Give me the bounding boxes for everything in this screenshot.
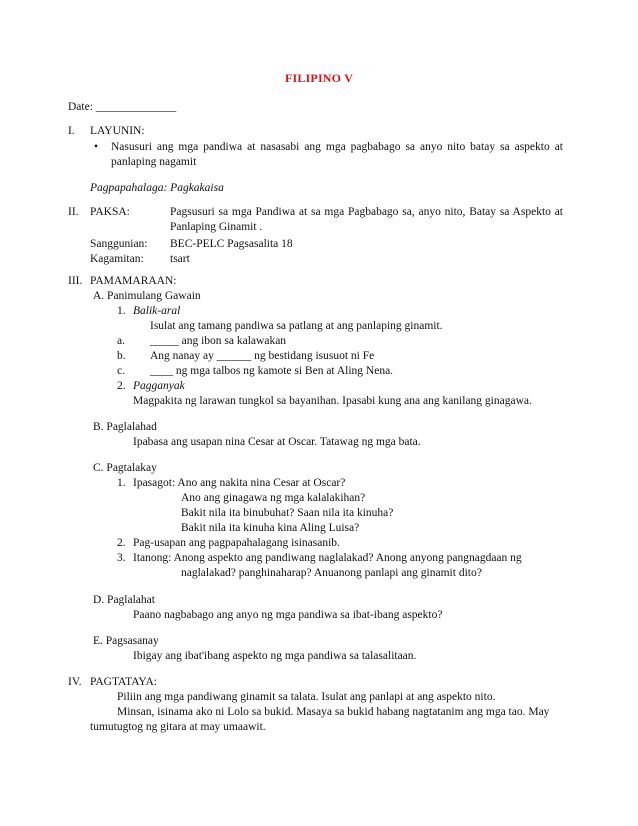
item-c-text: ____ ng mga talbos ng kamote si Ben at Aling Nena. (150, 365, 394, 377)
item-b-text: Ang nanay ay ______ ng bestidang isusuot ni Fe (150, 350, 375, 362)
section-b-text: Ipabasa ang usapan nina Cesar at Oscar. Tatawag ng mga bata. (133, 436, 421, 448)
pagtataya-paragraph-line-2: tumutugtog ng gitara at may umaawit. (90, 721, 266, 733)
c3-number: 3. (117, 552, 126, 564)
item-a-text: _____ ang ibon sa kalawakan (150, 335, 287, 347)
c2-text: Pag-usapan ang pagpapahalagang isinasanib. (133, 537, 340, 549)
pamamaraan-heading: PAMAMARAAN: (90, 275, 177, 287)
a2-number: 2. (117, 380, 126, 392)
section-e-text: Ibigay ang ibat'ibang aspekto ng mga pandiwa sa talasalitaan. (133, 650, 417, 662)
paksa-number: II. (68, 206, 79, 218)
section-c-label: C. Pagtalakay (93, 462, 157, 474)
date-field: Date: ______________ (68, 101, 177, 113)
pagpapahalaga: Pagpapahalaga: Pagkakaisa (90, 182, 224, 194)
c1-question-3: Bakit nila ita binubuhat? Saan nila ita kinuha? (181, 507, 394, 519)
a2-text: Magpakita ng larawan tungkol sa bayanihan. Ipasabi kung ana ang kanilang ginagawa. (133, 395, 532, 407)
bullet-icon: • (94, 141, 99, 153)
layunin-number: I. (68, 125, 75, 137)
pamamaraan-number: III. (68, 275, 83, 287)
c1-text: Ipasagot: Ano ang nakita nina Cesar at Oscar? (133, 477, 346, 489)
section-b-label: B. Paglalahad (93, 421, 157, 433)
item-a-letter: a. (117, 335, 125, 347)
a2-title: Pagganyak (133, 380, 185, 392)
a1-title: Balik-aral (133, 305, 181, 317)
pagtataya-heading: PAGTATAYA: (90, 676, 157, 688)
document-title: FILIPINO V (284, 71, 354, 85)
paksa-text: Pagsusuri sa mga Pandiwa at sa mga Pagbabago sa, anyo nito, Batay sa Aspekto at Panlaping Ginamit . (170, 206, 563, 233)
section-a-label: A. Panimulang Gawain (93, 290, 201, 302)
c1-question-2: Ano ang ginagawa ng mga kalalakihan? (181, 492, 366, 504)
c1-question-4: Bakit nila ita kinuha kina Aling Luisa? (181, 522, 360, 534)
pagtataya-paragraph-line-1: Minsan, isinama ako ni Lolo sa bukid. Masaya sa bukid habang nagtatanim ang mga tao. May (117, 706, 550, 718)
c3-text-continued: naglalakad? panghinaharap? Anuanong panlapi ang ginamit dito? (181, 567, 482, 579)
item-c-letter: c. (117, 365, 125, 377)
pagtataya-number: IV. (68, 676, 82, 688)
a1-instruction: Isulat ang tamang pandiwa sa patlang at ang panlaping ginamit. (150, 320, 443, 332)
c2-number: 2. (117, 537, 126, 549)
c3-text: Itanong: Anong aspekto ang pandiwang naglalakad? Anong anyong pangnagdaan ng (133, 552, 522, 564)
c1-number: 1. (117, 477, 126, 489)
pagtataya-instruction: Piliin ang mga pandiwang ginamit sa talata. Isulat ang panlapi at ang aspekto nito. (117, 691, 496, 703)
layunin-heading: LAYUNIN: (90, 125, 145, 137)
kagamitan-label: Kagamitan: (90, 253, 144, 265)
a1-number: 1. (117, 305, 126, 317)
sanggunian-value: BEC-PELC Pagsasalita 18 (170, 238, 293, 250)
section-e-label: E. Pagsasanay (93, 635, 159, 647)
item-b-letter: b. (117, 350, 126, 362)
kagamitan-value: tsart (170, 253, 190, 265)
section-d-text: Paano nagbabago ang anyo ng mga pandiwa sa ibat-ibang aspekto? (133, 609, 443, 621)
sanggunian-label: Sanggunian: (90, 238, 148, 250)
layunin-objective: Nasusuri ang mga pandiwa at nasasabi ang mga pagbabago sa anyo nito batay sa aspekto at panlaping nagamit (111, 141, 563, 168)
section-d-label: D. Paglalahat (93, 594, 155, 606)
paksa-label: PAKSA: (90, 206, 130, 218)
